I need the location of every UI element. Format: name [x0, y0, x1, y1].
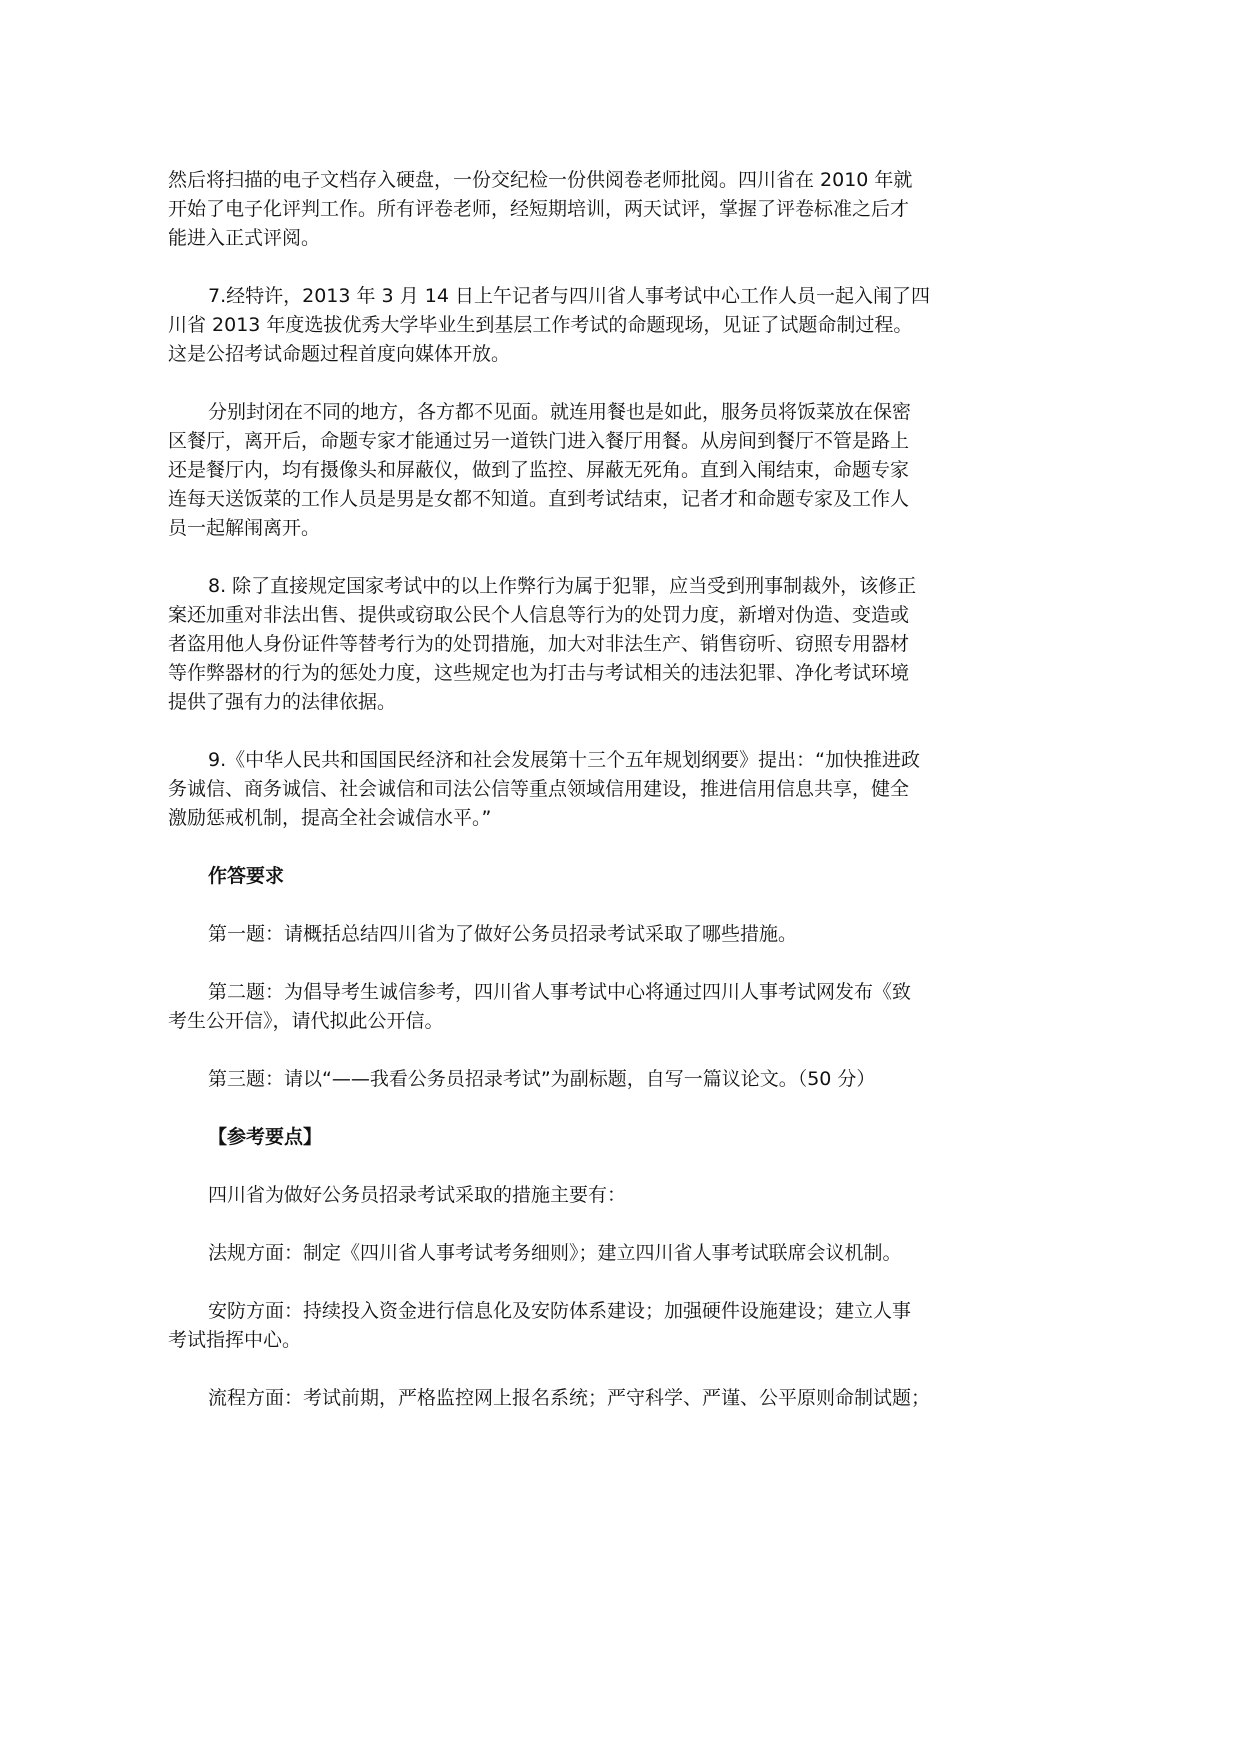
paragraph [168, 282, 948, 369]
text-line: 还是餐厅内，均有摄像头和屏蔽仪，做到了监控、屏蔽无死角。直到入闱结束，命题专家 [168, 459, 910, 481]
text-line: 流程方面：考试前期，严格监控网上报名系统；严守科学、严谨、公平原则命制试题； [208, 1387, 931, 1409]
paragraph [168, 746, 948, 833]
text-line: 案还加重对非法出售、提供或窃取公民个人信息等行为的处罚力度，新增对伪造、变造或 [168, 604, 910, 626]
paragraph [168, 978, 948, 1036]
text-line: 等作弊器材的行为的惩处力度，这些规定也为打击与考试相关的违法犯罪、净化考试环境 [168, 662, 910, 684]
text-line: 考试指挥中心。 [168, 1329, 302, 1351]
text-line: 务诚信、商务诚信、社会诚信和司法公信等重点领域信用建设，推进信用信息共享，健全 [168, 778, 910, 800]
text-line: 区餐厅，离开后，命题专家才能通过另一道铁门进入餐厅用餐。从房间到餐厅不管是路上 [168, 430, 910, 452]
section-heading [168, 862, 948, 891]
text-line: 法规方面：制定《四川省人事考试考务细则》；建立四川省人事考试联席会议机制。 [208, 1242, 902, 1264]
paragraph [168, 166, 948, 253]
text-line: 能进入正式评阅。 [168, 227, 321, 249]
paragraph [168, 920, 948, 949]
text-line: 然后将扫描的电子文档存入硬盘，一份交纪检一份供阅卷老师批阅。四川省在 2010 年就 [168, 169, 913, 191]
text-line: 8. 除了直接规定国家考试中的以上作弊行为属于犯罪，应当受到刑事制裁外，该修正 [208, 575, 917, 597]
paragraph [168, 572, 948, 717]
text-line: 作答要求 [208, 865, 285, 887]
text-line: 开始了电子化评判工作。所有评卷老师，经短期培训，两天试评，掌握了评卷标准之后才 [168, 198, 910, 220]
text-line: 激励惩戒机制，提高全社会诚信水平。” [168, 807, 492, 829]
text-line: 考生公开信》，请代拟此公开信。 [168, 1010, 444, 1032]
paragraph [168, 1297, 948, 1355]
text-line: 连每天送饭菜的工作人员是男是女都不知道。直到考试结束，记者才和命题专家及工作人 [168, 488, 910, 510]
paragraph [168, 398, 948, 543]
text-line: 【参考要点】 [208, 1126, 323, 1148]
text-line: 员一起解闱离开。 [168, 517, 321, 539]
paragraph [168, 1065, 948, 1094]
text-line: 分别封闭在不同的地方，各方都不见面。就连用餐也是如此，服务员将饭菜放在保密 [208, 401, 912, 423]
paragraph [168, 1384, 948, 1413]
text-line: 第一题：请概括总结四川省为了做好公务员招录考试采取了哪些措施。 [208, 923, 798, 945]
text-line: 第三题：请以“——我看公务员招录考试”为副标题，自写一篇议论文。（50 分） [208, 1068, 876, 1090]
text-line: 川省 2013 年度选拔优秀大学毕业生到基层工作考试的命题现场，见证了试题命制过程。 [168, 314, 913, 336]
text-line: 7.经特许，2013 年 3 月 14 日上午记者与四川省人事考试中心工作人员一起入闱了四 [208, 285, 930, 307]
document-page [168, 166, 948, 1442]
text-line: 第二题：为倡导考生诚信参考，四川省人事考试中心将通过四川人事考试网发布《致 [208, 981, 912, 1003]
text-line: 安防方面：持续投入资金进行信息化及安防体系建设；加强硬件设施建设；建立人事 [208, 1300, 912, 1322]
section-heading [168, 1123, 948, 1152]
text-line: 9.《中华人民共和国国民经济和社会发展第十三个五年规划纲要》提出：“加快推进政 [208, 749, 920, 771]
paragraph [168, 1181, 948, 1210]
text-line: 这是公招考试命题过程首度向媒体开放。 [168, 343, 511, 365]
paragraph [168, 1239, 948, 1268]
text-line: 者盗用他人身份证件等替考行为的处罚措施，加大对非法生产、销售窃听、窃照专用器材 [168, 633, 910, 655]
text-line: 四川省为做好公务员招录考试采取的措施主要有： [208, 1184, 627, 1206]
text-line: 提供了强有力的法律依据。 [168, 691, 397, 713]
